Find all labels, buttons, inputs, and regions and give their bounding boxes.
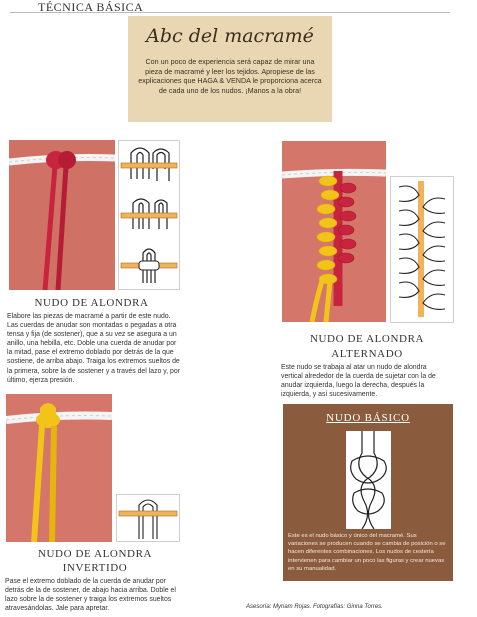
photo-nudo-alternado — [282, 141, 386, 322]
title-nudo-alondra: NUDO DE ALONDRA — [34, 297, 149, 309]
intro-text: Con un poco de experiencia será capaz de mirar una pieza de macramé y leer los tejidos. Apropiese de las explicaciones que HAGA & VENDA le proporciona acerca de cada uno de los nudos. ¡Manos a la obra! — [138, 57, 322, 95]
section-header: TÉCNICA BÁSICA — [38, 0, 144, 14]
text-nudo-alternado: Este nudo se trabaja al atar un nudo de alondra vertical alrededor de la cuerda de sujetar con la de anudar izquierda, luego la derecha, después la izquierda, y así sucesivamente. — [281, 364, 436, 399]
photo-nudo-alondra — [9, 140, 115, 290]
diagram-nudo-invertido — [116, 494, 180, 542]
text-nudo-basico: Este es el nudo básico y único del macramé. Sus variaciones se producen cuando se cambia de posición o se hacen diferentes combinaciones. Los nudos de cestería intervienen para cambiar un poco las figuras y crear nuevas en su manualidad. — [288, 533, 446, 572]
intro-title: Abc del macramé — [146, 25, 314, 47]
photo-credit: Asesoría: Myriam Rojas. Fotografías: Ginna Torres. — [246, 604, 383, 610]
nudo-basico-box — [283, 404, 453, 581]
title-nudo-basico: NUDO BÁSICO — [326, 412, 410, 424]
header-rule — [10, 12, 450, 13]
title-nudo-invertido-1: NUDO DE ALONDRA — [37, 548, 153, 560]
title-nudo-alternado-1: NUDO DE ALONDRA — [309, 333, 425, 345]
photo-nudo-invertido — [6, 394, 112, 542]
title-nudo-alternado-2: ALTERNADO — [331, 348, 403, 360]
intro-box — [128, 16, 332, 122]
diagram-nudo-alondra — [118, 140, 180, 290]
text-nudo-invertido: Pase el extremo doblado de la cuerda de anudar por detrás de la de sostener, de abajo hacia arriba. Doble el lazo sobre la de sostener y traiga los extremos sueltos atravesándolas. Jale para apretar. — [5, 578, 176, 613]
title-nudo-invertido-2: INVERTIDO — [62, 562, 128, 574]
diagram-nudo-alternado — [390, 176, 454, 323]
text-nudo-alondra: Elabore las piezas de macramé a partir de este nudo. Las cuerdas de anudar son montadas o pegadas a otra tensa y fija (de sostener), que a su vez se asegura a un anillo, una hebilla, etc. Doble una cuerda de anudar por la mitad, pase el extremo doblado por detrás de la que sostiene, de arriba abajo. Traiga los extremos sueltos de la primera, sobre la de sostener y a través del lazo y, por último, ejerza presión. — [7, 313, 180, 384]
diagram-nudo-basico — [346, 431, 391, 529]
